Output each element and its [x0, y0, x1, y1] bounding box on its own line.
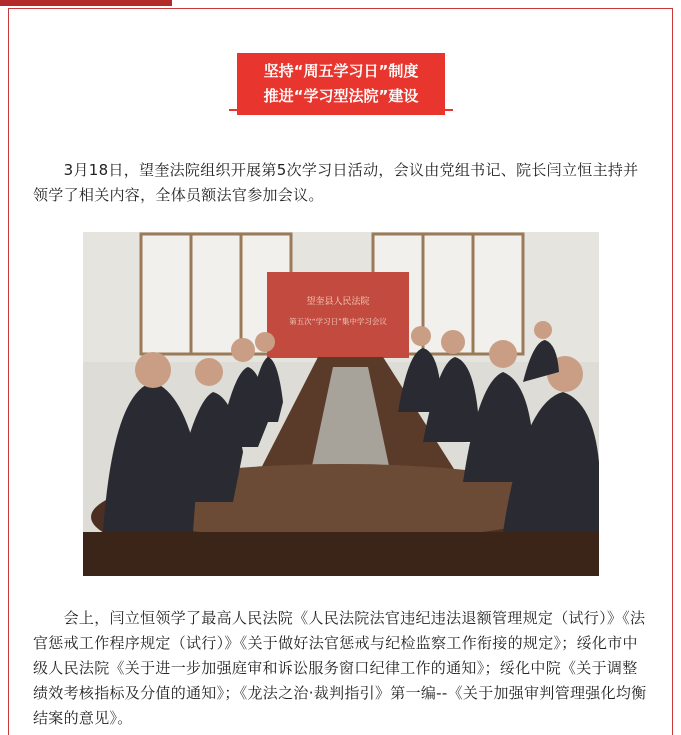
- banner-line-2: 第五次“学习日”集中学习会议: [289, 317, 387, 326]
- body-paragraph: 会上，闫立恒领学了最高人民法院《人民法院法官违纪违法退额管理规定（试行）》《法官惩戒工作程序规定（试行）》《关于做好法官惩戒与纪检监察工作衔接的规定》；绥化市中级人民法院《关于进一步加强庭审和诉讼服务窗口纪律工作的通知》；绥化中院《关于调整绩效考核指标及分值的通知》；《龙法之治·裁判指引》第一编--《关于加强审判管理强化均衡结案的意见》。: [33, 609, 647, 727]
- banner-line-1: 望奎县人民法院: [306, 297, 370, 307]
- frame-right-border: [672, 8, 673, 735]
- frame-left-border: [8, 8, 9, 735]
- meeting-photo: [83, 232, 599, 576]
- article-title: [229, 53, 453, 119]
- top-accent-bar: [0, 0, 172, 6]
- title-line-2: 推进“学习型法院”建设: [263, 87, 419, 105]
- frame-top-border: [8, 8, 672, 9]
- title-line-1: 坚持“周五学习日”制度: [263, 62, 419, 80]
- intro-paragraph: 3月18日，望奎法院组织开展第5次学习日活动，会议由党组书记、院长闫立恒主持并领学了相关内容，全体员额法官参加会议。: [33, 161, 639, 204]
- title-box: [237, 53, 445, 115]
